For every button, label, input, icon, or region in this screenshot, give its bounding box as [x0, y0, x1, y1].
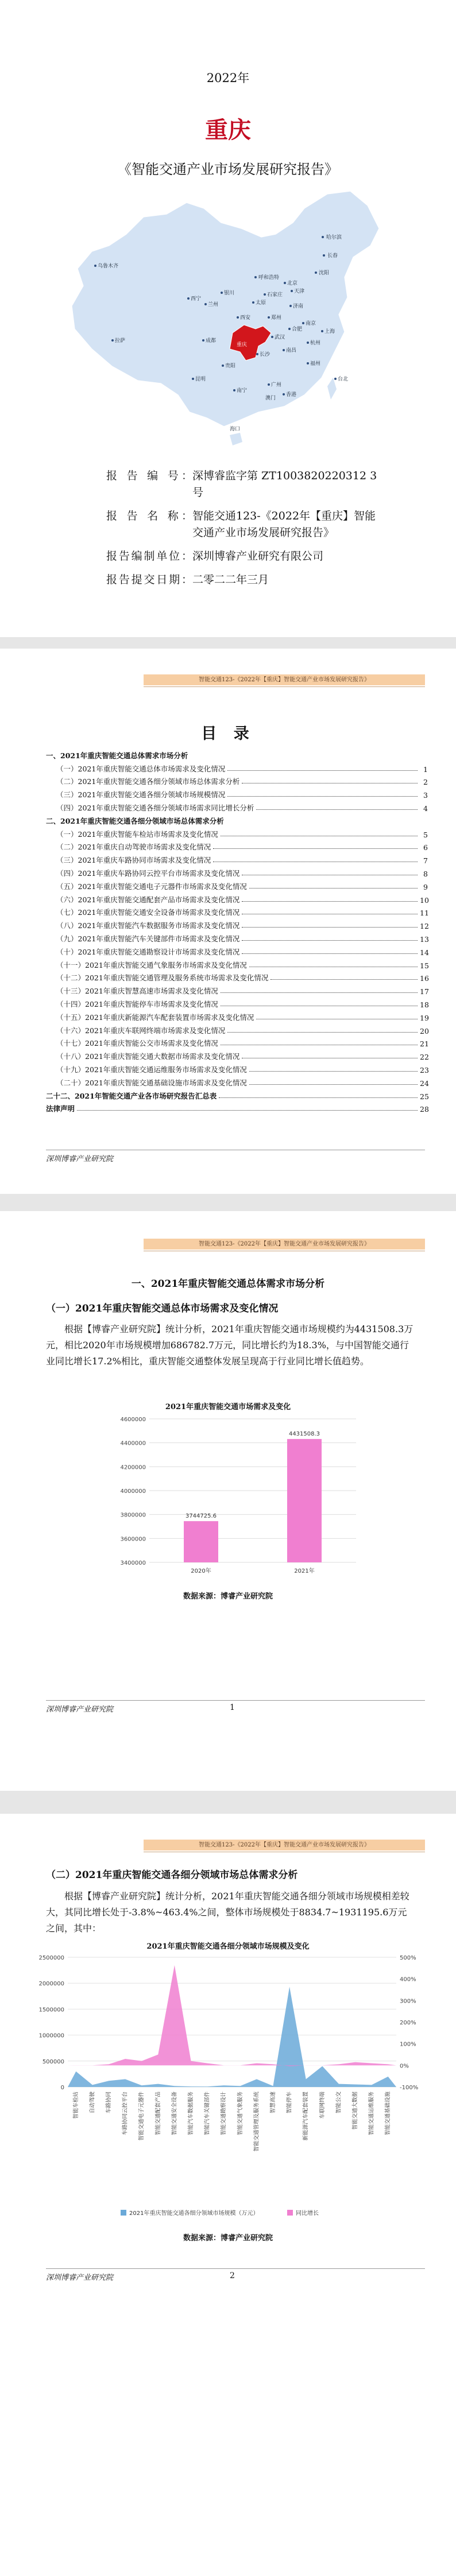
svg-text:重庆 — [237, 341, 247, 348]
toc-item-text: （七）2021年重庆智能交通安全设备市场需求及变化情况 — [56, 908, 240, 917]
toc-item-text: （二）2021年重庆智能交通各细分领域市场总体需求分析 — [56, 777, 240, 786]
page-header: 智能交通123-《2022年【重庆】智能交通产业市场发展研究报告》 — [144, 674, 425, 685]
toc-item-text: （一）2021年重庆智能交通总体市场需求及变化情况 — [56, 764, 226, 773]
map-label-kunming: 昆明 — [195, 377, 206, 382]
meta-value: 智能交通123-《2022年【重庆】智能交通产业市场发展研究报告》 — [192, 510, 376, 539]
toc-leader-dots — [249, 1071, 418, 1072]
map-label-tianjin: 天津 — [294, 289, 305, 294]
x-category-label: 智能交通大数据 — [352, 2092, 358, 2130]
svg-text:成都 — [206, 337, 216, 344]
meta-value: 二零二二年三月 — [192, 573, 269, 586]
svg-text:杭州 — [310, 339, 320, 346]
y-right-tick-label: 200% — [400, 2020, 416, 2026]
x-category-label: 智能交通配套产品 — [154, 2092, 161, 2136]
svg-text:长沙 — [260, 351, 270, 358]
y-left-tick-label: 500000 — [42, 2058, 64, 2065]
meta-report-name — [106, 508, 382, 541]
map-label-taiyuan: 太原 — [256, 300, 266, 306]
toc-item[interactable] — [46, 800, 428, 813]
toc-item[interactable] — [46, 1022, 428, 1035]
x-category-label: 智能汽车关键部件 — [204, 2092, 211, 2136]
y-left-tick-label: 2500000 — [38, 1955, 64, 1961]
subsection-heading: （一）2021年重庆智能交通总体市场需求及变化情况 — [46, 1303, 279, 1314]
bar — [287, 1439, 322, 1562]
svg-text:济南 — [293, 302, 303, 309]
map-label-yinchuan: 银川 — [224, 290, 235, 296]
toc-item-text: （九）2021年重庆智能汽车关键部件市场需求及变化情况 — [56, 934, 240, 943]
bar-chart — [103, 1413, 362, 1585]
toc-item-page: 3 — [423, 791, 428, 800]
svg-text:哈尔滨 — [326, 234, 342, 240]
toc-item-text: （三）2021年重庆智能交通各细分领域市场规模情况 — [56, 790, 226, 800]
toc-item-text: （十一）2021年重庆智能交通气象服务市场需求及变化情况 — [56, 960, 247, 969]
svg-text:兰州 — [208, 301, 218, 308]
svg-text:海口 — [230, 425, 240, 432]
toc-item-page: 25 — [420, 1092, 429, 1101]
svg-text:武汉 — [275, 333, 285, 340]
toc-item[interactable] — [46, 1048, 428, 1061]
map-label-wulumuqi: 乌鲁木齐 — [98, 263, 119, 269]
map-label-changsha: 长沙 — [260, 352, 270, 358]
x-category-label: 2020年 — [191, 1568, 211, 1574]
header-line — [144, 686, 425, 687]
svg-text:上海 — [324, 328, 335, 335]
map-label-hangzhou: 杭州 — [310, 340, 321, 346]
toc-item-page: 4 — [423, 804, 428, 813]
svg-text:台北 — [338, 375, 348, 382]
map-label-haikou: 海口 — [230, 426, 241, 432]
chart-title: 2021年重庆智能交通各细分领域市场规模及变化 — [146, 1942, 310, 1951]
x-category-label: 智能汽车数据服务 — [188, 2092, 194, 2136]
svg-text:南京 — [306, 320, 316, 327]
footer-company: 深圳博睿产业研究院 — [46, 2274, 114, 2282]
series-area-1 — [68, 1987, 396, 2087]
map-label-nanchang: 南昌 — [286, 348, 297, 354]
map-label-chongqing: 重庆 — [237, 342, 248, 348]
map-label-lanzhou: 兰州 — [208, 302, 219, 308]
paragraph: 根据【博睿产业研究院】统计分析，2021年重庆智能交通各细分领域市场规模相差较大，其同比增长处于-3.8%~463.4%之间，整体市场规模处于8834.7~1931195.6万元之间，其中： — [46, 1891, 409, 1934]
x-category-label: 智能车检站 — [72, 2092, 79, 2119]
paragraph: 根据【博睿产业研究院】统计分析，2021年重庆智能交通市场规模约为4431508.3万元，相比2020年市场规模增加686782.7万元，同比增长约为18.3%，与中国智能交通行业同比增长17.2%相比，重庆智能交通整体发展呈现高于行业同比增长值趋势。 — [46, 1324, 414, 1367]
y-tick-label: 3600000 — [120, 1536, 146, 1543]
svg-text:呼和浩特 — [258, 274, 279, 281]
y-right-tick-label: 500% — [400, 1955, 416, 1961]
cover-title: 《智能交通产业市场发展研究报告》 — [118, 161, 338, 177]
svg-text:澳门 — [265, 394, 276, 401]
toc-item[interactable] — [46, 983, 428, 996]
map-label-hefei: 合肥 — [292, 327, 303, 332]
section-heading: 一、2021年重庆智能交通总体需求市场分析 — [131, 1278, 325, 1290]
meta-value: 深圳博睿产业研究有限公司 — [192, 550, 324, 562]
footer-line — [46, 1700, 425, 1701]
toc-item-text: （十二）2021年重庆智能交通管理及服务系统市场需求及变化情况 — [56, 973, 269, 983]
map-label-lasa: 拉萨 — [115, 338, 126, 344]
toc-item-page: 10 — [420, 895, 429, 905]
toc-leader-dots — [242, 953, 418, 954]
cover-page — [0, 0, 456, 637]
meta-label: 报 告 编 号： — [106, 470, 192, 482]
toc-item-page: 7 — [423, 856, 428, 866]
toc-item-text: （六）2021年重庆智能交通配套产品市场需求及变化情况 — [56, 895, 240, 904]
cover-year: 2022年 — [206, 71, 250, 85]
data-source: 数据来源：博睿产业研究院 — [183, 1592, 273, 1601]
toc-leader-dots — [227, 1032, 418, 1033]
toc-item[interactable] — [46, 1088, 428, 1101]
map-label-changchun: 长春 — [327, 253, 338, 259]
bar-value-label: 4431508.3 — [288, 1431, 320, 1438]
svg-text:香港 — [286, 391, 296, 398]
svg-text:乌鲁木齐 — [98, 262, 118, 269]
toc-item-text: （十三）2021年重庆智慧高速市场需求及变化情况 — [56, 987, 218, 996]
map-label-huhehaote: 呼和浩特 — [258, 275, 280, 281]
legend-label: 同比增长 — [296, 2210, 319, 2217]
toc-page — [0, 649, 456, 1194]
footer-company: 深圳博睿产业研究院 — [46, 1155, 114, 1163]
x-category-label: 新能源汽车配套装置 — [303, 2092, 310, 2141]
meta-label: 报 告 名 称： — [106, 510, 192, 522]
toc-leader-dots — [219, 1097, 418, 1098]
y-tick-label: 3400000 — [120, 1560, 146, 1566]
meta-value: 深博睿监字第 ZT1003820220312 3号 — [192, 470, 377, 499]
hainan-island — [230, 433, 242, 445]
toc-leader-dots — [256, 809, 418, 810]
toc-item-text: 一、2021年重庆智能交通总体需求市场分析 — [46, 751, 188, 760]
page-separator — [0, 1791, 456, 1814]
toc-title: 目 录 — [201, 725, 255, 743]
x-category-label: 智能交通勘察设计 — [221, 2092, 227, 2136]
y-tick-label: 4600000 — [120, 1417, 146, 1423]
y-right-tick-label: -100% — [400, 2085, 419, 2091]
cover-meta — [106, 468, 382, 595]
page-header: 智能交通123-《2022年【重庆】智能交通产业市场发展研究报告》 — [144, 1840, 425, 1850]
svg-text:拉萨 — [115, 337, 125, 344]
toc-item-text: （十五）2021年重庆新能源汽车配套装置市场需求及变化情况 — [56, 1012, 254, 1022]
y-left-tick-label: 2000000 — [38, 1981, 64, 1988]
svg-text:郑州 — [271, 314, 281, 321]
toc-item-page: 22 — [420, 1053, 429, 1062]
x-category-label: 2021年 — [294, 1568, 315, 1574]
map-label-fuzhou: 福州 — [310, 361, 321, 367]
toc-item-page: 6 — [423, 843, 428, 852]
toc-item[interactable] — [46, 970, 428, 983]
x-category-label: 智能交通运维服务 — [368, 2092, 375, 2136]
area-chart — [34, 1949, 431, 2225]
map-label-shanghai: 上海 — [324, 329, 335, 335]
map-label-taibei: 台北 — [338, 377, 349, 382]
y-left-tick-label: 0 — [60, 2085, 64, 2091]
map-label-shijiazhuang: 石家庄 — [267, 292, 283, 298]
toc-item-page: 23 — [420, 1065, 429, 1074]
x-category-label: 智能交通安全设备 — [171, 2092, 178, 2136]
map-label-nanjing: 南京 — [306, 321, 316, 327]
svg-text:合肥 — [292, 325, 302, 332]
toc-item-text: （五）2021年重庆智能交通电子元器件市场需求及变化情况 — [56, 882, 247, 891]
y-right-tick-label: 400% — [400, 1976, 416, 1983]
meta-label: 报告提交日期： — [106, 573, 192, 586]
bar-value-label: 3744725.6 — [185, 1513, 217, 1520]
y-right-tick-label: 100% — [400, 2041, 416, 2048]
svg-text:银川 — [224, 289, 234, 296]
svg-text:西安 — [240, 314, 250, 321]
svg-text:太原 — [256, 299, 266, 306]
toc-item-page: 19 — [420, 1013, 429, 1022]
map-label-nanning: 南宁 — [237, 388, 248, 394]
legend-swatch — [287, 2210, 293, 2216]
report-page-1 — [0, 1211, 456, 1791]
toc-item[interactable] — [46, 996, 428, 1009]
toc-item-page: 2 — [423, 778, 428, 787]
legend-swatch — [121, 2210, 126, 2216]
y-right-tick-label: 0% — [400, 2063, 409, 2070]
toc-leader-dots — [227, 770, 418, 771]
toc-item-page: 8 — [423, 869, 428, 878]
chart-legend — [121, 2209, 319, 2217]
toc-leader-dots — [213, 848, 418, 849]
map-label-zhengzhou: 郑州 — [271, 315, 282, 321]
toc-item-page: 21 — [420, 1039, 429, 1049]
toc-item[interactable] — [46, 852, 428, 865]
map-label-guiyang: 贵阳 — [225, 363, 236, 369]
toc-item[interactable] — [46, 930, 428, 944]
toc-list — [46, 747, 428, 1114]
map-label-wuhan: 武汉 — [275, 335, 285, 340]
toc-item-page: 24 — [420, 1078, 429, 1088]
cover-city: 重庆 — [205, 117, 251, 143]
x-category-label: 智能交通气象服务 — [237, 2092, 244, 2136]
toc-item[interactable] — [46, 761, 428, 774]
toc-item[interactable] — [46, 865, 428, 878]
data-source: 数据来源：博睿产业研究院 — [183, 2234, 273, 2243]
map-label-aomen: 澳门 — [265, 395, 276, 401]
toc-item[interactable] — [46, 905, 428, 918]
y-tick-label: 3800000 — [120, 1512, 146, 1519]
toc-item-page: 17 — [420, 987, 429, 996]
toc-item-page: 9 — [423, 882, 428, 891]
y-left-tick-label: 1500000 — [38, 2007, 64, 2014]
toc-item[interactable] — [46, 957, 428, 970]
svg-text:南昌 — [286, 347, 296, 354]
toc-leader-dots — [249, 1084, 418, 1085]
toc-item-page: 14 — [420, 948, 429, 957]
page-number: 2 — [230, 2271, 235, 2280]
toc-leader-dots — [77, 1110, 418, 1111]
y-right-tick-label: 300% — [400, 1998, 416, 2005]
meta-label: 报告编制单位： — [106, 550, 192, 562]
toc-leader-dots — [227, 796, 418, 797]
x-category-label: 车路协同 — [106, 2092, 112, 2114]
subsection-heading: （二）2021年重庆智能交通各细分领域市场总体需求分析 — [46, 1869, 298, 1881]
toc-leader-dots — [242, 927, 418, 928]
map-label-beijing: 北京 — [287, 281, 298, 286]
y-tick-label: 4200000 — [120, 1464, 146, 1471]
toc-item[interactable] — [46, 1074, 428, 1088]
toc-item-text: （十九）2021年重庆智能交通运维服务市场需求及变化情况 — [56, 1065, 247, 1074]
china-map — [57, 183, 402, 452]
svg-text:天津 — [294, 288, 304, 294]
toc-item-page: 15 — [420, 961, 429, 970]
x-category-label: 自动驾驶 — [89, 2092, 96, 2114]
toc-item[interactable] — [46, 839, 428, 852]
toc-item-page: 11 — [420, 909, 429, 918]
map-label-jinan: 济南 — [293, 304, 304, 309]
toc-item-text: 二、2021年重庆智能交通各细分领域市场总体需求分析 — [46, 816, 224, 825]
toc-item-page: 16 — [420, 974, 429, 983]
svg-text:昆明 — [195, 376, 206, 382]
svg-text:南宁 — [237, 387, 247, 394]
toc-item-page: 28 — [420, 1105, 429, 1114]
toc-item-text: （四）2021年重庆车路协同云控平台市场需求及变化情况 — [56, 868, 240, 878]
y-left-tick-label: 1000000 — [38, 2032, 64, 2039]
page-number: 1 — [230, 1703, 235, 1712]
footer-company: 深圳博睿产业研究院 — [46, 1705, 114, 1714]
toc-item[interactable] — [46, 1101, 428, 1114]
legend-label: 2021年重庆智能交通各细分领域市场规模（万元） — [129, 2210, 259, 2217]
map-label-haerbin: 哈尔滨 — [326, 235, 342, 240]
x-category-label: 智能停车 — [286, 2092, 293, 2114]
toc-item[interactable] — [46, 944, 428, 957]
svg-text:石家庄 — [267, 291, 283, 298]
x-category-label: 智能交通管理及服务系统 — [253, 2092, 260, 2152]
map-label-xian: 西安 — [240, 315, 251, 321]
x-category-label: 智慧高速 — [270, 2092, 276, 2114]
map-label-guangzhou: 广州 — [271, 382, 282, 388]
toc-item-text: （十七）2021年重庆智能公交市场需求及变化情况 — [56, 1039, 218, 1048]
toc-item-text: （十）2021年重庆智能交通勘察设计市场需求及变化情况 — [56, 947, 240, 956]
y-tick-label: 4400000 — [120, 1440, 146, 1447]
x-category-label: 车路协同云控平台 — [122, 2092, 129, 2136]
svg-text:福州 — [310, 360, 320, 367]
toc-item-text: （十八）2021年重庆智能交通大数据市场需求及变化情况 — [56, 1052, 240, 1061]
y-tick-label: 4000000 — [120, 1488, 146, 1495]
chart-title: 2021年重庆智能交通市场需求及变化 — [165, 1403, 291, 1411]
bar — [184, 1521, 218, 1562]
toc-item[interactable] — [46, 813, 428, 826]
toc-item-text: （十六）2021年重庆车联网终端市场需求及变化情况 — [56, 1026, 226, 1035]
toc-leader-dots — [221, 992, 418, 993]
toc-item-text: （三）2021年重庆车路协同市场需求及变化情况 — [56, 856, 211, 865]
toc-item-page: 5 — [423, 830, 428, 839]
toc-item[interactable] — [46, 774, 428, 787]
toc-item-text: 二十二、2021年智能交通产业各市场研究报告汇总表 — [46, 1091, 217, 1100]
svg-text:贵阳 — [225, 362, 235, 369]
map-label-xianggang: 香港 — [286, 392, 297, 398]
x-category-label: 智能公交 — [335, 2092, 342, 2114]
toc-item[interactable] — [46, 917, 428, 930]
toc-item-text: （二）2021年重庆自动驾驶市场需求及变化情况 — [56, 843, 211, 852]
toc-item-text: （二十）2021年重庆智能交通基础设施市场需求及变化情况 — [56, 1078, 247, 1087]
toc-leader-dots — [270, 979, 418, 980]
report-page-2 — [0, 1814, 456, 2576]
x-category-label: 智能交通电子元器件 — [138, 2092, 145, 2141]
toc-leader-dots — [242, 901, 418, 902]
toc-leader-dots — [249, 888, 418, 889]
map-label-shenyang: 沈阳 — [319, 270, 330, 276]
svg-text:长春 — [327, 252, 338, 259]
toc-item[interactable] — [46, 1035, 428, 1049]
toc-item-page: 1 — [423, 765, 428, 774]
meta-report-org — [106, 548, 382, 565]
toc-item[interactable] — [46, 891, 428, 905]
toc-item-page: 20 — [420, 1026, 429, 1035]
page-header: 智能交通123-《2022年【重庆】智能交通产业市场发展研究报告》 — [144, 1239, 425, 1250]
toc-leader-dots — [242, 940, 418, 941]
toc-item[interactable] — [46, 878, 428, 891]
toc-item-text: （十四）2021年重庆智能停车市场需求及变化情况 — [56, 999, 218, 1008]
page-separator — [0, 637, 456, 649]
toc-item-page: 13 — [420, 934, 429, 944]
toc-item-text: （四）2021年重庆智能交通各细分领域市场需求同比增长分析 — [56, 803, 254, 812]
svg-text:沈阳 — [319, 269, 329, 276]
meta-report-date — [106, 572, 382, 588]
x-category-label: 智能交通基础设施 — [385, 2092, 392, 2136]
toc-item-page: 18 — [420, 1000, 429, 1009]
taiwan-island — [327, 378, 337, 399]
x-category-label: 车联网终端 — [319, 2092, 326, 2119]
footer-line — [46, 2268, 425, 2269]
meta-report-id — [106, 468, 382, 501]
page-separator — [0, 1194, 456, 1211]
series-area-2 — [68, 1965, 396, 2066]
svg-text:北京 — [287, 280, 297, 286]
toc-item[interactable] — [46, 786, 428, 800]
toc-item-page: 12 — [420, 922, 429, 931]
toc-item[interactable] — [46, 1009, 428, 1022]
svg-text:西宁 — [191, 295, 201, 302]
map-label-xining: 西宁 — [191, 296, 202, 302]
toc-item-text: （八）2021年重庆智能汽车数据服务市场需求及变化情况 — [56, 921, 240, 930]
map-label-chengdu: 成都 — [206, 338, 217, 344]
toc-item[interactable] — [46, 747, 428, 761]
toc-item-text: （一）2021年重庆智能车检站市场需求及变化情况 — [56, 829, 218, 839]
svg-text:广州 — [271, 381, 281, 388]
toc-item[interactable] — [46, 1061, 428, 1074]
toc-item-text: 法律声明 — [46, 1104, 75, 1114]
toc-item[interactable] — [46, 826, 428, 839]
